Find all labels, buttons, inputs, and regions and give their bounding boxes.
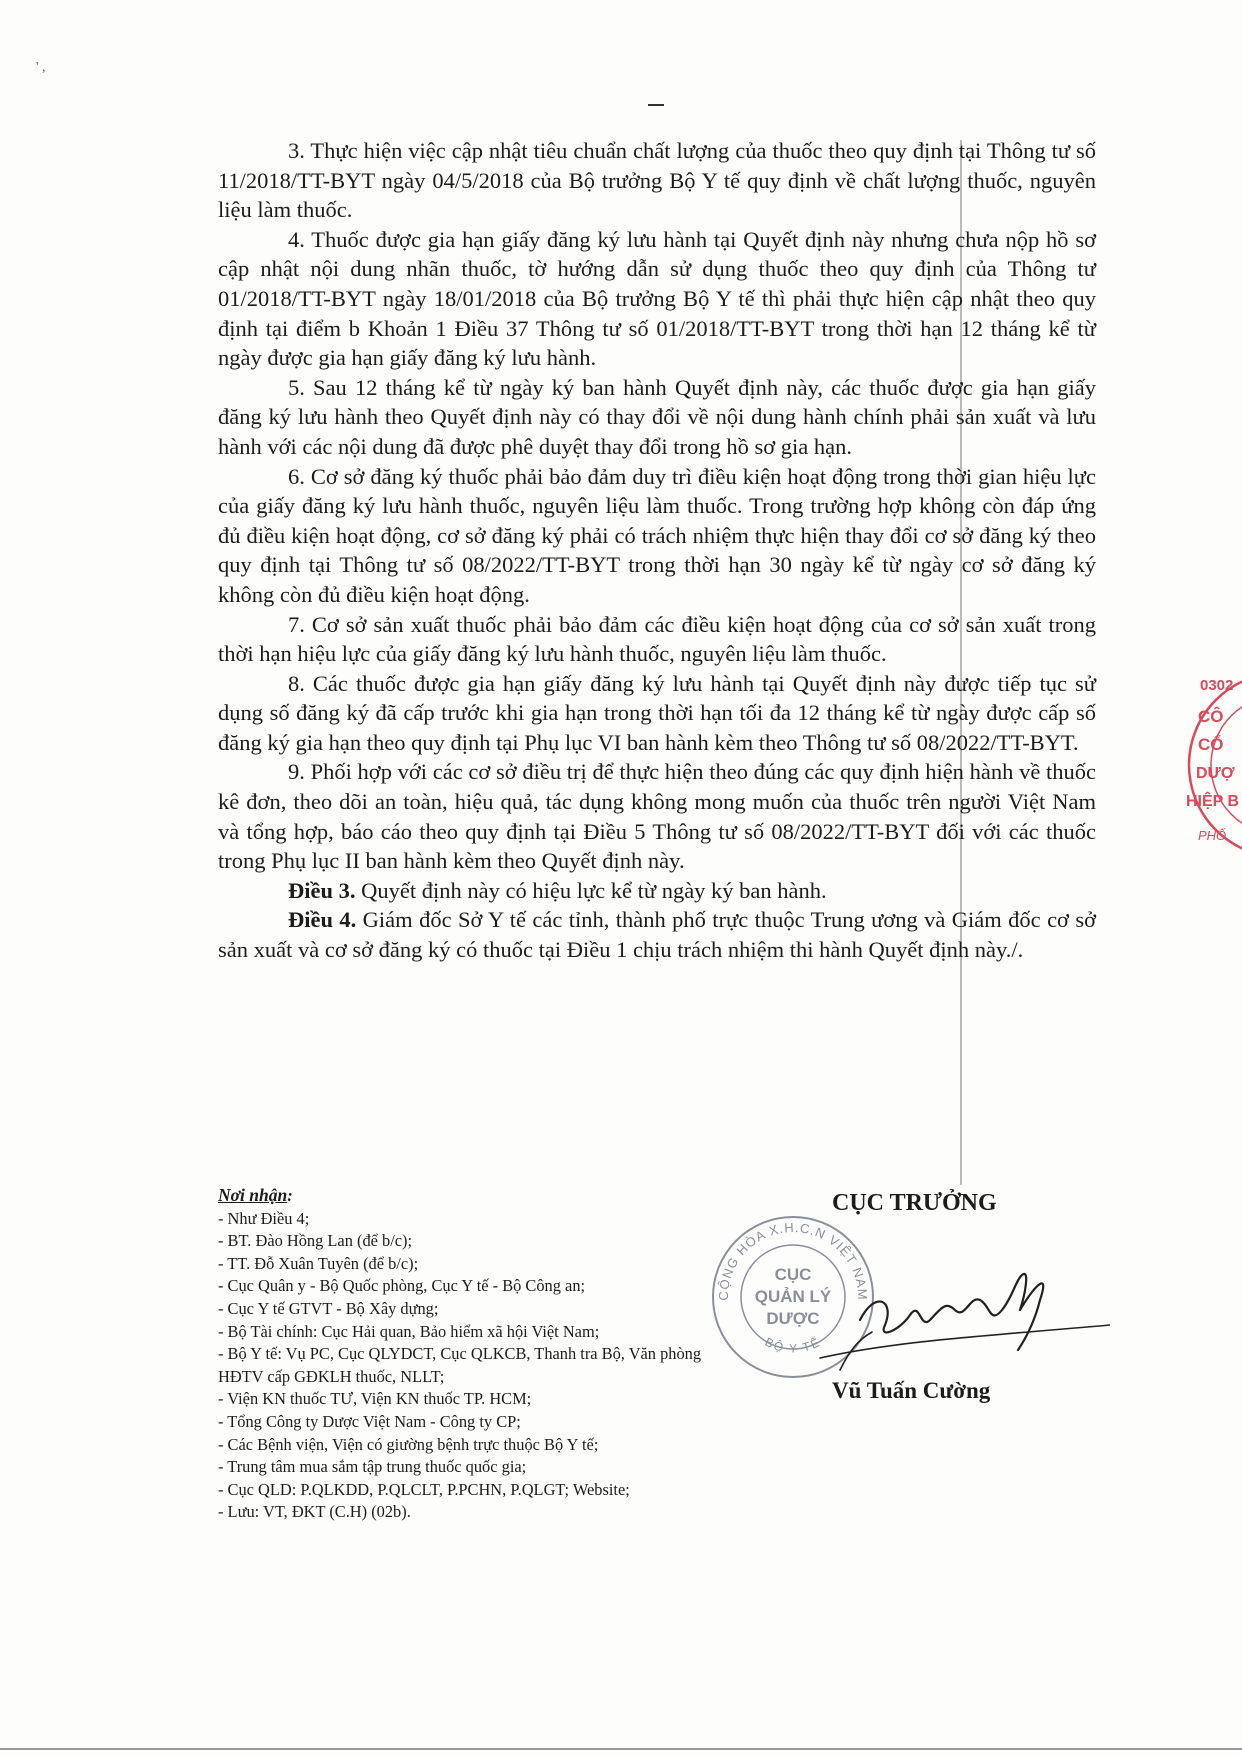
recipients-block [218,1184,728,1524]
list-item: - Bộ Tài chính: Cục Hải quan, Bảo hiểm xã hội Việt Nam; [218,1321,600,1341]
edge-stamp-line-3: CỔ [1198,735,1224,754]
top-dash [648,104,664,106]
edge-stamp-line-6: PHỐ [1198,828,1227,843]
article-3-label: Điều 3. [288,877,356,903]
main-text [218,136,1096,965]
list-item: - Cục QLD: P.QLKDD, P.QLCLT, P.PCHN, P.QLGT; Website; [218,1479,630,1499]
paragraph-9: 9. Phối hợp với các cơ sở điều trị để thực hiện theo đúng các quy định hiện hành về thuốc kê đơn, theo dõi an toàn, hiệu quả, tác dụng không mong muốn của thuốc trên người Việt Nam và tổng hợp, báo cáo theo quy định tại Điều 5 Thông tư số 08/2022/TT-BYT đối với các thuốc trong Phụ lục II ban hành kèm theo Quyết định này. [218,759,1096,874]
recipients-heading-colon: : [287,1186,293,1205]
paragraph-6: 6. Cơ sở đăng ký thuốc phải bảo đảm duy trì điều kiện hoạt động trong thời gian hiệu lực của giấy đăng ký lưu hành thuốc, nguyên liệu làm thuốc. Trong trường hợp không còn đáp ứng đủ điều kiện hoạt động, cơ sở đăng ký phải có trách nhiệm thực hiện thay đổi cơ sở đăng ký theo quy định tại Thông tư số 08/2022/TT-BYT trong thời hạn 30 ngày kể từ ngày cơ sở đăng ký không còn đủ điều kiện hoạt động. [218,463,1096,607]
article-4 [218,905,1096,964]
edge-stamp-icon [1186,660,1242,870]
recipients-heading: Nơi nhận [218,1185,288,1205]
edge-stamp-line-5: HIỆP B [1186,793,1240,810]
paragraph-7: 7. Cơ sở sản xuất thuốc phải bảo đảm các điều kiện hoạt động của cơ sở sản xuất trong thời hạn hiệu lực của giấy đăng ký lưu hành thuốc, nguyên liệu làm thuốc. [218,611,1096,667]
corner-marks: ' , [36,60,46,75]
article-3-text: Quyết định này có hiệu lực kể từ ngày ký ban hành. [355,877,827,903]
seal-line-1: CỤC [774,1265,812,1284]
signature-icon [780,1240,1110,1390]
list-item: - Cục Y tế GTVT - Bộ Xây dựng; [218,1298,439,1318]
paragraph-4: 4. Thuốc được gia hạn giấy đăng ký lưu hành tại Quyết định này nhưng chưa nộp hồ sơ cập nhật nội dung nhãn thuốc, tờ hướng dẫn sử dụng thuốc theo quy định của Thông tư 01/2018/TT-BYT ngày 18/01/2018 của Bộ trưởng Bộ Y tế thì phải thực hiện cập nhật theo quy định tại điểm b Khoản 1 Điều 37 Thông tư số 01/2018/TT-BYT trong thời hạn 12 tháng kể từ ngày được gia hạn giấy đăng ký lưu hành. [218,226,1096,371]
edge-stamp-line-1: 0302 [1200,677,1234,694]
list-item: - TT. Đỗ Xuân Tuyên (để b/c); [218,1253,419,1273]
article-4-label: Điều 4. [288,907,357,933]
list-item: - Viện KN thuốc TƯ, Viện KN thuốc TP. HCM; [218,1389,532,1409]
list-item: - Trung tâm mua sắm tập trung thuốc quốc gia; [218,1457,527,1477]
list-item: - Bộ Y tế: Vụ PC, Cục QLYDCT, Cục QLKCB, Thanh tra Bộ, Văn phòng HĐTV cấp GĐKLH thuốc, NLLT; [218,1344,702,1386]
list-item: - Tổng Công ty Dược Việt Nam - Công ty CP; [218,1411,521,1431]
signer-title: CỤC TRƯỞNG [832,1190,997,1216]
signer-name: Vũ Tuấn Cường [832,1378,991,1403]
seal-line-3: DƯỢC [766,1309,820,1328]
recipients-list [218,1208,728,1524]
list-item: - Lưu: VT, ĐKT (C.H) (02b). [218,1502,411,1522]
bottom-edge [0,1748,1242,1750]
list-item: - Cục Quân y - Bộ Quốc phòng, Cục Y tế - Bộ Công an; [218,1276,586,1296]
list-item: - Như Điều 4; [218,1208,310,1228]
seal-ring-text: CỘNG HÒA X.H.C.N VIỆT NAM [715,1219,871,1301]
seal-bottom-text: BỘ Y TẾ [762,1334,824,1356]
article-3 [218,876,1096,906]
list-item: - Các Bệnh viện, Viện có giường bệnh trực thuộc Bộ Y tế; [218,1434,599,1454]
article-4-text: Giám đốc Sở Y tế các tỉnh, thành phố trực thuộc Trung ương và Giám đốc cơ sở sản xuất và cơ sở đăng ký có thuốc tại Điều 1 chịu trách nhiệm thi hành Quyết định này./. [218,907,1097,963]
seal-line-2: QUẢN LÝ [754,1287,832,1306]
recipients-heading-row [218,1184,728,1208]
edge-stamp-line-2: CÔ [1198,707,1224,726]
paragraph-3: 3. Thực hiện việc cập nhật tiêu chuẩn chất lượng của thuốc theo quy định tại Thông tư số 11/2018/TT-BYT ngày 04/5/2018 của Bộ trưởng Bộ Y tế quy định về chất lượng thuốc, nguyên liệu làm thuốc. [218,138,1096,223]
list-item: - BT. Đào Hồng Lan (để b/c); [218,1231,413,1251]
paragraph-8: 8. Các thuốc được gia hạn giấy đăng ký lưu hành tại Quyết định này được tiếp tục sử dụng số đăng ký đã cấp trước khi gia hạn trong thời hạn tối đa 12 tháng kể từ ngày được cấp số đăng ký gia hạn theo quy định tại Phụ lục VI ban hành kèm theo Thông tư số 08/2022/TT-BYT. [218,670,1096,755]
edge-stamp-line-4: DƯỢ [1196,765,1235,782]
paragraph-5: 5. Sau 12 tháng kể từ ngày ký ban hành Quyết định này, các thuốc được gia hạn giấy đăng ký lưu hành theo Quyết định này có thay đổi về nội dung hành chính phải sản xuất và lưu hành với các nội dung đã được phê duyệt thay đổi trong hồ sơ gia hạn. [218,374,1096,459]
